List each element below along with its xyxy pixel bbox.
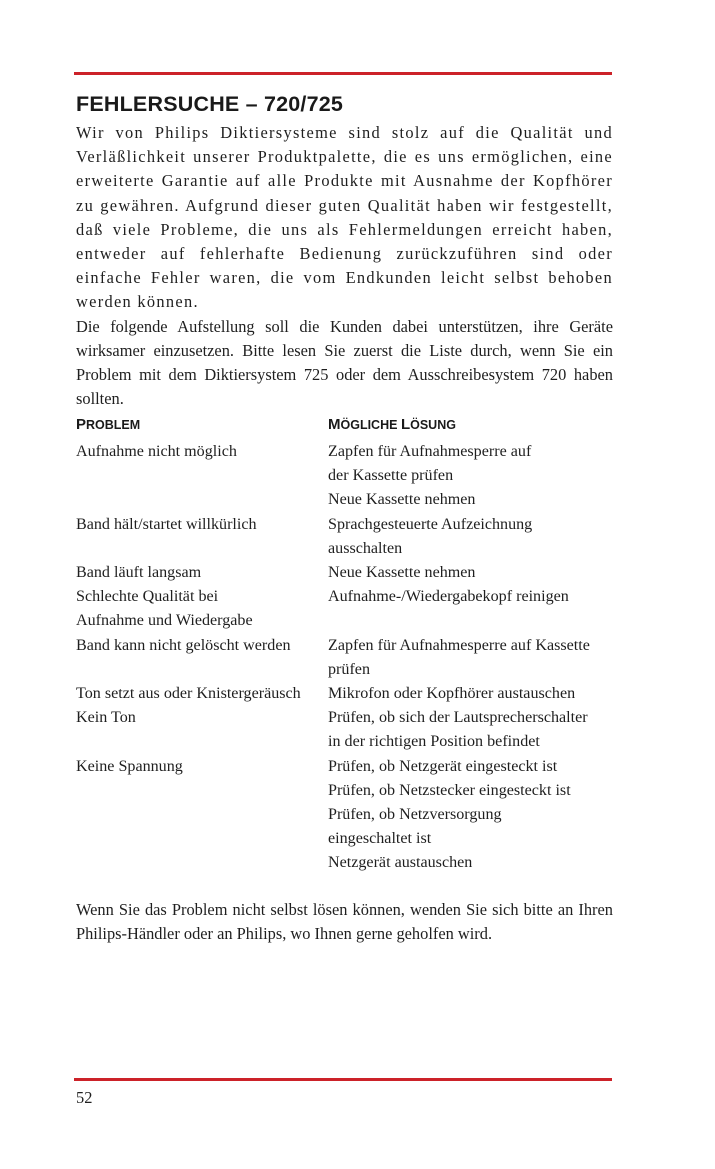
page-number: 52	[76, 1088, 93, 1107]
problem-cell: Kein Ton	[76, 709, 136, 727]
intro-paragraph-2: Die folgende Aufstellung soll die Kunden dabei unterstützen, ihre Geräte wirksamer einzusetzen. Bitte lesen Sie zuerst die Liste durch, wenn Sie ein Problem mit dem Diktiersystem 725 oder dem Ausschreibesystem 720 haben sollten.	[76, 316, 613, 409]
table-row	[76, 779, 616, 803]
table-row	[76, 488, 616, 512]
solution-cell: eingeschaltet ist	[328, 830, 432, 848]
solution-cell: Prüfen, ob Netzstecker eingesteckt ist	[328, 781, 571, 799]
bottom-red-rule	[74, 1078, 612, 1081]
closing-paragraph: Wenn Sie das Problem nicht selbst lösen können, wenden Sie sich bitte an Ihren Philips-Händler oder an Philips, wo Ihnen gerne geholfen wird.	[76, 900, 613, 944]
intro-paragraph-1: Wir von Philips Diktiersysteme sind stolz auf die Qualität und Verläßlichkeit unserer Produktpalette, die es uns ermöglichen, eine erweiterte Garantie auf alle Produkte mit Ausnahme der Kopfhörer zu gewähren. Aufgrund dieser guten Qualität haben wir festgestellt, daß viele Probleme, die uns als Fehlermeldungen erreicht haben, entweder auf fehlerhafte Bedienung zurückzuführen sind oder einfache Fehler waren, die vom Endkunden leicht selbst behoben werden können.	[76, 123, 613, 312]
table-row	[76, 755, 616, 779]
problem-cell: Schlechte Qualität bei	[76, 588, 219, 606]
solution-cell: Neue Kassette nehmen	[328, 564, 476, 582]
problem-cell	[76, 851, 328, 875]
table-row	[76, 513, 616, 537]
intro-text	[76, 121, 613, 411]
solution-cell: prüfen	[328, 660, 371, 678]
table-row	[76, 440, 616, 464]
problem-cell: Aufnahme nicht möglich	[76, 443, 237, 460]
problem-cell: Band läuft langsam	[76, 564, 202, 582]
solution-cell: Zapfen für Aufnahmesperre auf	[328, 443, 532, 460]
top-red-rule	[74, 72, 612, 75]
problem-cell: Band hält/startet willkürlich	[76, 515, 257, 533]
solution-cell: Prüfen, ob Netzgerät eingesteckt ist	[328, 757, 558, 775]
table-row	[76, 537, 616, 561]
solution-cell: der Kassette prüfen	[328, 467, 454, 485]
solution-cell: Prüfen, ob sich der Lautsprecherschalter	[328, 709, 588, 727]
problem-cell	[76, 658, 328, 682]
solution-cell: in der richtigen Position befindet	[328, 733, 540, 751]
table-row	[76, 682, 616, 706]
table-row	[76, 706, 616, 730]
page-title: FEHLERSUCHE – 720/725	[76, 92, 344, 116]
solution-cell	[328, 609, 616, 633]
solution-cell: Aufnahme-/Wiedergabekopf reinigen	[328, 588, 569, 606]
problem-cell	[76, 803, 328, 827]
table-row	[76, 609, 616, 633]
solution-cell: Netzgerät austauschen	[328, 854, 473, 872]
problem-cell: Band kann nicht gelöscht werden	[76, 636, 291, 654]
solution-cell: Prüfen, ob Netzversorgung	[328, 806, 502, 824]
table-row	[76, 730, 616, 754]
table-row	[76, 827, 616, 851]
solution-cell: Neue Kassette nehmen	[328, 491, 476, 509]
column-header-solution: MÖGLICHE LÖSUNG	[328, 416, 456, 433]
problem-cell	[76, 827, 328, 851]
table-row	[76, 658, 616, 682]
solution-cell: Zapfen für Aufnahmesperre auf Kassette	[328, 636, 590, 654]
problem-cell	[76, 730, 328, 754]
solution-cell: Mikrofon oder Kopfhörer austauschen	[328, 685, 576, 703]
troubleshooting-table	[76, 440, 616, 876]
solution-cell: Sprachgesteuerte Aufzeichnung	[328, 515, 533, 533]
table-row	[76, 464, 616, 488]
problem-cell	[76, 779, 328, 803]
problem-cell: Aufnahme und Wiedergabe	[76, 612, 253, 630]
column-header-problem: PROBLEM	[76, 416, 141, 433]
table-row	[76, 634, 616, 658]
solution-cell: ausschalten	[328, 539, 403, 557]
problem-cell	[76, 488, 328, 512]
table-row	[76, 561, 616, 585]
table-row	[76, 851, 616, 875]
problem-cell	[76, 537, 328, 561]
problem-cell: Keine Spannung	[76, 757, 183, 775]
problem-cell: Ton setzt aus oder Knistergeräusch	[76, 685, 301, 703]
table-row	[76, 585, 616, 609]
problem-cell	[76, 464, 328, 488]
table-row	[76, 803, 616, 827]
